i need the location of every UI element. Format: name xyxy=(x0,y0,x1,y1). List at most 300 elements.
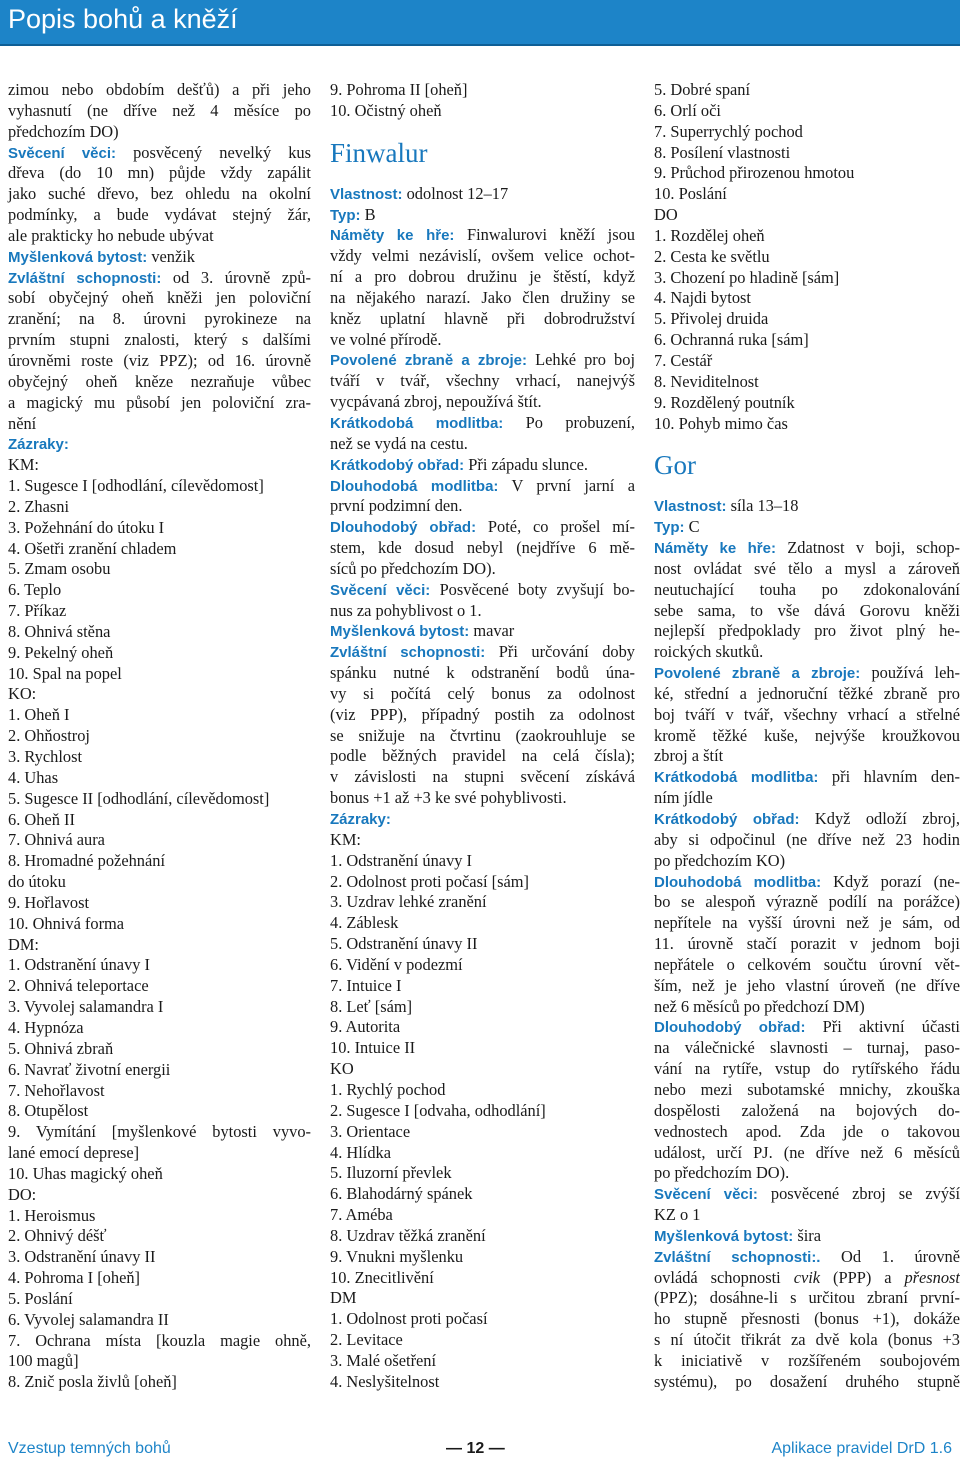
line-text: Posvěcené boty zvyšují bo- xyxy=(430,579,635,599)
text-line xyxy=(8,559,311,580)
text-line xyxy=(330,1226,635,1247)
line-text: na nějakého narazí. Jako člen družiny se xyxy=(330,287,635,307)
text-line xyxy=(330,246,635,267)
line-text: 2. Ohňostroj xyxy=(8,726,90,746)
line-text: 1. Sugesce I [odhodlání, cílevědomost] xyxy=(8,476,264,496)
text-line xyxy=(654,393,960,414)
line-text: 5. Sugesce II [odhodlání, cílevědomost] xyxy=(8,788,270,808)
text-line xyxy=(654,1163,960,1184)
line-text: 6. Navrať životní energii xyxy=(8,1059,171,1079)
text-line xyxy=(330,580,635,601)
line-text: vednostech apod. Zda jde o takovou xyxy=(654,1121,960,1141)
text-line xyxy=(330,1309,635,1330)
text-line xyxy=(330,1143,635,1164)
line-text: Zdatnost v boji, schop- xyxy=(775,538,960,558)
text-line xyxy=(654,538,960,559)
line-text: 2. Levitace xyxy=(330,1330,403,1350)
line-text: KM: xyxy=(330,829,361,849)
line-text: 10. Očistný oheň xyxy=(330,100,442,120)
line-text: vyhasnutí (ne dříve než 4 měsíce po xyxy=(8,100,311,120)
line-text: kněz uplatní hlavně při dobrodružství xyxy=(330,308,635,328)
line-text: 4. Neslyšitelnost xyxy=(330,1371,440,1391)
text-line xyxy=(330,288,635,309)
italic-term: cvik xyxy=(793,1267,821,1287)
text-line xyxy=(654,726,960,747)
line-text: 3. Orientace xyxy=(330,1121,411,1141)
line-text: 3. Vyvolej salamandra I xyxy=(8,997,164,1017)
line-text: 10. Znecitlivění xyxy=(330,1267,434,1287)
text-line xyxy=(330,1122,635,1143)
text-line xyxy=(8,1268,311,1289)
line-text: od 3. úrovně způ- xyxy=(161,267,311,287)
text-line xyxy=(330,684,635,705)
line-text: nění xyxy=(8,413,37,433)
line-text: odolnost 12–17 xyxy=(402,183,509,203)
line-text: 9. Rozdělený poutník xyxy=(654,392,795,412)
line-text: ním jídle xyxy=(654,788,713,808)
text-line xyxy=(654,1226,960,1247)
text-line xyxy=(654,601,960,622)
text-line xyxy=(8,1289,311,1310)
text-line xyxy=(8,726,311,747)
line-text: 1. Oheň I xyxy=(8,705,70,725)
text-line xyxy=(330,517,635,538)
text-line xyxy=(8,372,311,393)
line-text: posvěcený nevelký kus xyxy=(116,142,311,162)
text-line xyxy=(654,559,960,580)
line-text: při hlavním den- xyxy=(818,767,960,787)
text-line xyxy=(8,497,311,518)
line-text: 9. Autorita xyxy=(330,1017,401,1037)
line-text: 1. Rychlý pochod xyxy=(330,1079,446,1099)
text-line xyxy=(330,559,635,580)
line-text: Při určování doby xyxy=(485,642,635,662)
text-line xyxy=(330,184,635,205)
line-text: používá leh- xyxy=(860,663,960,683)
text-column-1 xyxy=(8,80,311,1393)
text-line xyxy=(654,621,960,642)
text-line xyxy=(330,726,635,747)
field-label: Zvláštní schopnosti: xyxy=(8,269,162,287)
text-line xyxy=(8,914,311,935)
text-line xyxy=(654,955,960,976)
line-text: 2. Cesta ke světlu xyxy=(654,246,770,266)
text-line xyxy=(330,1163,635,1184)
text-line xyxy=(654,163,960,184)
line-text: prvním stupni znalosti, který s dalšími xyxy=(8,330,311,350)
field-label: Typ: xyxy=(330,206,361,224)
text-line xyxy=(330,1351,635,1372)
text-line xyxy=(654,288,960,309)
text-line xyxy=(8,684,311,705)
text-line xyxy=(8,393,311,414)
text-line xyxy=(330,1205,635,1226)
text-column-3 xyxy=(654,80,960,1393)
text-line xyxy=(8,747,311,768)
text-line xyxy=(8,455,311,476)
text-line xyxy=(8,434,311,455)
line-text: 7. Příkaz xyxy=(8,601,67,621)
text-line xyxy=(654,268,960,289)
line-text: 11. úrovně stačí porazit v jednom boji xyxy=(654,934,960,954)
line-text: vání na rytíře, vstup do rytířského řádu xyxy=(654,1059,960,1079)
text-line xyxy=(654,101,960,122)
line-text: 7. Nehořlavost xyxy=(8,1080,105,1100)
text-line xyxy=(654,309,960,330)
line-text: Při západu slunce. xyxy=(464,454,588,474)
line-text: DM: xyxy=(8,934,39,954)
text-line xyxy=(8,601,311,622)
text-line xyxy=(8,789,311,810)
text-line xyxy=(8,226,311,247)
line-text: 8. Neviditelnost xyxy=(654,371,759,391)
line-text: 9. Vnukni myšlenku xyxy=(330,1246,464,1266)
text-line xyxy=(8,810,311,831)
line-text: KZ o 1 xyxy=(654,1205,701,1225)
line-text: 9. Hořlavost xyxy=(8,892,90,912)
line-text: nepřítele na vyšší úrovni než je sám, od xyxy=(654,913,960,933)
line-text: 3. Rychlost xyxy=(8,747,83,766)
text-line xyxy=(654,1143,960,1164)
line-text: spánku nutné k odstranění bodů úna- xyxy=(330,663,635,683)
text-line xyxy=(654,184,960,205)
line-text: nebo mezi subotamské mnichy, zkouška xyxy=(654,1079,960,1099)
line-text: 5. Odstranění únavy II xyxy=(330,934,478,954)
text-line xyxy=(8,580,311,601)
line-text: kromě těžké kuše, nejvýše kroužkovou xyxy=(654,725,960,745)
field-label: Myšlenková bytost: xyxy=(330,623,470,641)
field-label: Zvláštní schopnosti: xyxy=(330,644,486,662)
text-line xyxy=(8,1247,311,1268)
text-line xyxy=(654,80,960,101)
god-heading: Gor xyxy=(654,450,696,481)
text-line xyxy=(8,351,311,372)
line-text: KM: xyxy=(8,455,39,475)
line-text: 9. Pohroma II [oheň] xyxy=(330,80,468,99)
text-line xyxy=(330,225,635,246)
text-line xyxy=(654,746,960,767)
text-line xyxy=(8,330,311,351)
line-text: 3. Uzdrav lehké zranění xyxy=(330,892,487,912)
text-line xyxy=(8,1351,311,1372)
line-text: síla 13–18 xyxy=(726,496,799,516)
line-text: 5. Přivolej druida xyxy=(654,309,769,329)
text-line xyxy=(8,997,311,1018)
line-text: venžik xyxy=(147,246,196,266)
text-line xyxy=(330,350,635,371)
text-line xyxy=(8,1310,311,1331)
line-text: 6. Teplo xyxy=(8,580,62,600)
line-text: do útoku xyxy=(8,872,66,892)
line-text: 8. Znič posla živlů [oheň] xyxy=(8,1372,177,1392)
text-column-2 xyxy=(330,80,635,1393)
text-line xyxy=(330,1288,635,1309)
footer-book-title: Aplikace pravidel DrD 1.6 xyxy=(771,1440,952,1457)
text-line xyxy=(654,1101,960,1122)
page-number: — 12 — xyxy=(446,1440,505,1457)
text-line xyxy=(330,1080,635,1101)
text-line xyxy=(330,392,635,413)
text-line xyxy=(654,372,960,393)
line-text: 1. Rozdělej oheň xyxy=(654,225,765,245)
line-text: 1. Odolnost proti počasí xyxy=(330,1309,488,1329)
line-text: posvěcené zbroj se zvýší xyxy=(757,1184,960,1204)
line-text: roických skutků. xyxy=(654,642,764,662)
line-text: 5. Dobré spaní xyxy=(654,80,751,99)
text-line xyxy=(330,476,635,497)
text-line xyxy=(330,1059,635,1080)
text-line xyxy=(8,851,311,872)
line-text: ké, střední a jednoruční těžké zbraně pro xyxy=(654,683,960,703)
line-text: mavar xyxy=(469,621,515,641)
text-line xyxy=(330,997,635,1018)
text-line xyxy=(330,309,635,330)
text-line xyxy=(8,184,311,205)
line-text: 7. Ohnivá aura xyxy=(8,830,105,850)
text-line xyxy=(330,788,635,809)
page-header xyxy=(0,0,960,46)
text-line xyxy=(654,1017,960,1038)
line-text: 7. Superrychlý pochod xyxy=(654,121,803,141)
field-label: Svěcení věci: xyxy=(330,581,431,599)
text-line xyxy=(8,288,311,309)
text-line xyxy=(8,1143,311,1164)
text-line xyxy=(8,414,311,435)
line-text: ším, než je jeho vlastní úroveň (ne dříve xyxy=(654,975,960,995)
text-line xyxy=(654,892,960,913)
field-label: Povolené zbraně a zbroje: xyxy=(330,352,527,370)
line-text: 8. Uzdrav těžká zranění xyxy=(330,1225,486,1245)
line-text: 8. Otupělost xyxy=(8,1101,89,1121)
text-line xyxy=(330,80,635,101)
line-text: B xyxy=(360,204,376,224)
text-line xyxy=(654,1205,960,1226)
field-label: Zvláštní schopnosti:. xyxy=(654,1248,821,1266)
line-text: 6. Vidění v podezmí xyxy=(330,954,463,974)
text-line xyxy=(330,267,635,288)
text-line xyxy=(654,414,960,435)
line-text: 10. Poslání xyxy=(654,184,727,204)
line-text: sobí obyčejný oheň kněži jen poloviční xyxy=(8,288,311,308)
line-text: než se vydá na cestu. xyxy=(330,433,468,453)
line-text: boj tváří v tvář, všechny vrhací a střelné xyxy=(654,704,960,724)
text-line xyxy=(8,1122,311,1143)
line-text: bonus +1 až +3 ke své pohyblivosti. xyxy=(330,788,567,808)
footer-chapter-title: Vzestup temných bohů xyxy=(8,1440,171,1457)
line-text: (PPP) a xyxy=(820,1267,905,1287)
text-line xyxy=(654,1372,960,1393)
text-line xyxy=(654,1038,960,1059)
text-line xyxy=(8,1164,311,1185)
line-text: a magický mu působí jen poloviční zra- xyxy=(8,392,311,412)
field-label: Krátkodobý obřad: xyxy=(330,456,465,474)
line-text: 4. Záblesk xyxy=(330,913,399,933)
text-line xyxy=(330,934,635,955)
line-text: 7. Intuice I xyxy=(330,975,402,995)
line-text: 5. Poslání xyxy=(8,1288,73,1308)
line-text: 6. Oheň II xyxy=(8,809,75,829)
text-line xyxy=(8,664,311,685)
text-line xyxy=(8,1060,311,1081)
line-text: předchozím DO) xyxy=(8,121,119,141)
text-line xyxy=(330,1038,635,1059)
text-line xyxy=(654,788,960,809)
line-text: bo se alespoň výrazně podílí na porážce) xyxy=(654,892,960,912)
text-line xyxy=(654,517,960,538)
text-line xyxy=(330,621,635,642)
line-text: C xyxy=(684,517,700,537)
line-text: 9. Průchod přirozenou hmotou xyxy=(654,163,855,183)
line-text: 8. Ohnivá stěna xyxy=(8,621,111,641)
text-line xyxy=(654,809,960,830)
line-text: sebe sama, to vše dává Gorovu kněži xyxy=(654,600,960,620)
text-line xyxy=(330,767,635,788)
line-text: 5. Ohnivá zbraň xyxy=(8,1038,114,1058)
line-text: 4. Najdi bytost xyxy=(654,288,751,308)
text-line xyxy=(654,830,960,851)
text-line xyxy=(8,935,311,956)
line-text: 8. Hromadné požehnání xyxy=(8,851,166,871)
text-line xyxy=(330,434,635,455)
text-line xyxy=(654,1122,960,1143)
line-text: (viz PPP), případný postih za odolnost xyxy=(330,704,635,724)
text-line xyxy=(330,371,635,392)
text-line xyxy=(330,1017,635,1038)
text-line xyxy=(330,496,635,517)
line-text: k iniciativě v rozšířeném soubojovém xyxy=(654,1350,960,1370)
text-line xyxy=(8,1372,311,1393)
field-label: Krátkodobý obřad: xyxy=(654,811,800,828)
text-line xyxy=(330,663,635,684)
line-text: 2. Sugesce I [odvaha, odhodlání] xyxy=(330,1100,546,1120)
field-label: Krátkodobá modlitba: xyxy=(330,414,504,432)
text-line xyxy=(330,1184,635,1205)
line-text: 6. Orlí oči xyxy=(654,100,721,120)
field-label: Náměty ke hře: xyxy=(654,540,776,558)
text-line xyxy=(654,1309,960,1330)
text-line xyxy=(330,746,635,767)
line-text: s ní útočit třikrát za dvě kola (bonus +3 xyxy=(654,1330,960,1350)
text-line xyxy=(8,830,311,851)
line-text: zimou nebo obdobím dešťů) a při jeho xyxy=(8,80,311,99)
line-text: 2. Odolnost proti počasí [sám] xyxy=(330,871,529,891)
line-text: 1. Odstranění únavy I xyxy=(8,955,151,975)
line-text: jako suché dřevo, bez ohledu na okolní xyxy=(8,184,311,204)
page-title: Popis bohů a kněží xyxy=(8,4,238,34)
line-text: 3. Malé ošetření xyxy=(330,1350,437,1370)
text-line xyxy=(330,1247,635,1268)
text-line xyxy=(8,1081,311,1102)
text-line xyxy=(330,892,635,913)
line-text: vy si počítá celý bonus za odolnost xyxy=(330,683,635,703)
line-text: ve volné přírodě. xyxy=(330,329,442,349)
field-label: Dlouhodobá modlitba: xyxy=(654,873,822,891)
text-line xyxy=(8,247,311,268)
text-line xyxy=(654,705,960,726)
text-line xyxy=(654,1268,960,1289)
text-line xyxy=(654,1184,960,1205)
text-line xyxy=(654,997,960,1018)
god-heading: Finwalur xyxy=(330,137,428,168)
text-line xyxy=(8,268,311,289)
line-text: po předchozím KO) xyxy=(654,850,786,870)
line-text: 8. Posílení vlastnosti xyxy=(654,142,791,162)
line-text: Od 1. úrovně xyxy=(820,1246,960,1266)
text-line xyxy=(8,80,311,101)
line-text: nus za pohyblivost o 1. xyxy=(330,600,482,620)
text-line xyxy=(8,1206,311,1227)
line-text: KO xyxy=(330,1059,354,1079)
line-text: vždy velmi nezávislí, ovšem velice ochot- xyxy=(330,246,635,266)
text-line xyxy=(654,1247,960,1268)
line-text: Poté, co prošel mí- xyxy=(476,517,636,537)
line-text: po předchozím DO). xyxy=(654,1163,790,1183)
text-line xyxy=(654,872,960,893)
line-text: 4. Hlídka xyxy=(330,1142,392,1162)
line-text: 4. Uhas xyxy=(8,767,59,787)
line-text: DM xyxy=(330,1288,357,1308)
text-line xyxy=(8,705,311,726)
line-text: DO xyxy=(654,205,678,225)
line-text: 4. Pohroma I [oheň] xyxy=(8,1268,141,1288)
text-line xyxy=(654,580,960,601)
text-line xyxy=(8,1185,311,1206)
text-line xyxy=(8,205,311,226)
line-text: dospělosti založená na bojových do- xyxy=(654,1100,960,1120)
line-text: DO: xyxy=(8,1184,37,1204)
text-line xyxy=(8,163,311,184)
line-text: 7. Améba xyxy=(330,1205,393,1225)
field-label: Typ: xyxy=(654,519,685,537)
line-text: 9. Pekelný oheň xyxy=(8,642,114,662)
field-label: Svěcení věci: xyxy=(8,144,117,162)
text-line xyxy=(330,913,635,934)
line-text: první podzimní den. xyxy=(330,496,463,516)
line-text: (PPZ); dosáhne-li s určitou zbraní první- xyxy=(654,1288,960,1308)
text-line xyxy=(654,496,960,517)
line-text: Po probuzení, xyxy=(503,412,635,432)
line-text: Při aktivní účasti xyxy=(805,1017,960,1037)
line-text: se snižuje na čtvrtinu (zaokrouhluje se xyxy=(330,725,635,745)
text-line xyxy=(654,976,960,997)
text-line xyxy=(8,518,311,539)
line-text: 10. Intuice II xyxy=(330,1038,416,1058)
field-label: Svěcení věci: xyxy=(654,1186,758,1204)
text-line xyxy=(330,955,635,976)
text-line xyxy=(8,101,311,122)
line-text: podmínky, a bude vydávat stejný žár, xyxy=(8,205,311,225)
line-text: 4. Hypnóza xyxy=(8,1017,84,1037)
line-text: Když porazí (ne- xyxy=(821,871,960,891)
text-line xyxy=(654,330,960,351)
italic-term: přesnost xyxy=(904,1267,960,1287)
line-text: Finwalurovi kněží jsou xyxy=(454,225,635,245)
text-line xyxy=(330,1330,635,1351)
line-text: 7. Ochrana místa [kouzla magie ohně, xyxy=(8,1330,311,1350)
line-text: zranění; na 8. úrovni pyrokineze na xyxy=(8,309,311,329)
line-text: Lehké pro boj xyxy=(527,350,635,370)
text-line xyxy=(330,1372,635,1393)
line-text: 10. Ohnivá forma xyxy=(8,913,125,933)
line-text: ale prakticky ho nebude ubývat xyxy=(8,225,214,245)
line-text: 3. Odstranění únavy II xyxy=(8,1247,156,1267)
line-text: nepřátele o celkovém součtu úrovní vět- xyxy=(654,954,960,974)
line-text: tváří v tvář, všechny vrhací, nanejvýš xyxy=(330,371,635,391)
line-text: 3. Požehnání do útoku I xyxy=(8,517,165,537)
line-text: zbroj a štít xyxy=(654,746,724,766)
text-line xyxy=(654,1330,960,1351)
line-text: 2. Ohnivá teleportace xyxy=(8,976,149,996)
